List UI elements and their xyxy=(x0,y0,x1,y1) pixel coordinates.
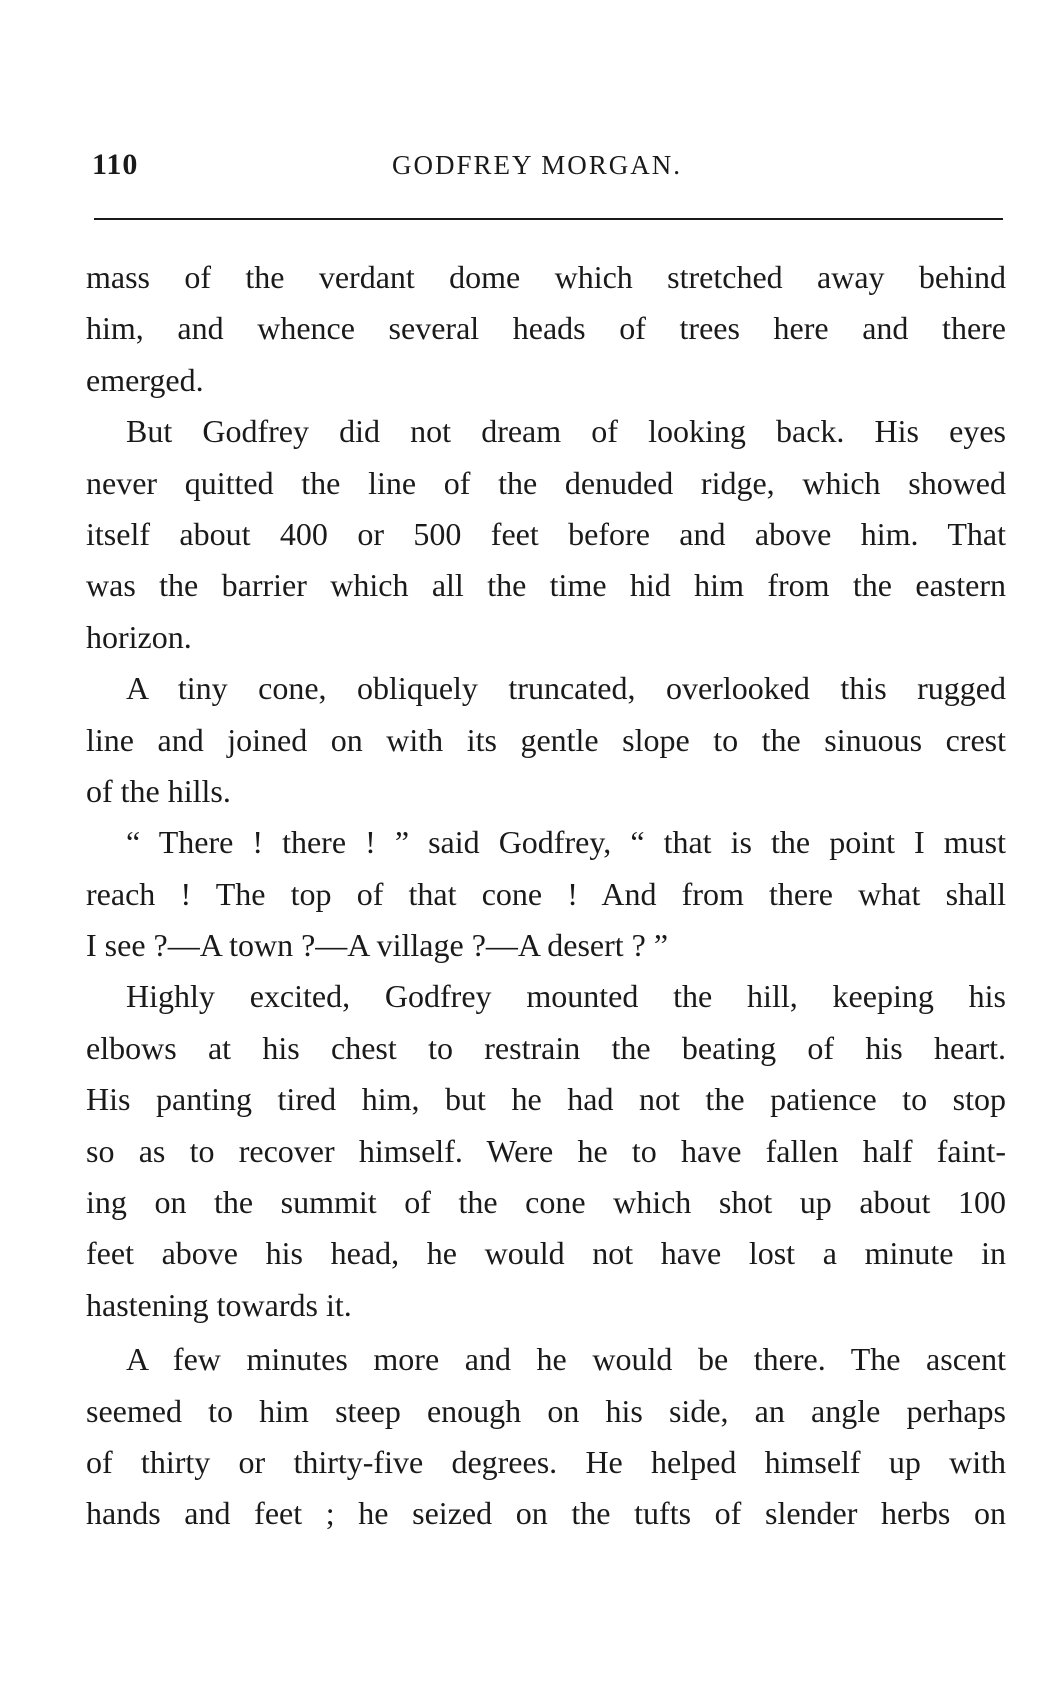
text-line: “ There ! there ! ” said Godfrey, “ that is the point I must xyxy=(126,824,1006,861)
header-rule xyxy=(94,218,1003,220)
text-line: itself about 400 or 500 feet before and above him. That xyxy=(86,515,1006,552)
text-line: of thirty or thirty-five degrees. He helped himself up with xyxy=(86,1443,1006,1480)
text-line: seemed to him steep enough on his side, an angle perhaps xyxy=(86,1392,1006,1429)
text-line: A tiny cone, obliquely truncated, overlooked this rugged xyxy=(126,670,1006,707)
text-line: horizon. xyxy=(86,618,192,655)
text-line: emerged. xyxy=(86,361,204,398)
text-line: feet above his head, he would not have lost a minute in xyxy=(86,1235,1006,1272)
text-line: Highly excited, Godfrey mounted the hill, keeping his xyxy=(126,978,1006,1015)
text-line: line and joined on with its gentle slope to the sinuous crest xyxy=(86,721,1006,758)
text-line: elbows at his chest to restrain the beating of his heart. xyxy=(86,1029,1006,1066)
text-line: him, and whence several heads of trees here and there xyxy=(86,310,1006,347)
text-line: hastening towards it. xyxy=(86,1286,352,1323)
text-line: of the hills. xyxy=(86,772,231,809)
text-line: never quitted the line of the denuded ridge, which showed xyxy=(86,464,1006,501)
page-number: 110 xyxy=(92,148,139,181)
text-line: ing on the summit of the cone which shot up about 100 xyxy=(86,1184,1006,1221)
text-line: hands and feet ; he seized on the tufts of slender herbs on xyxy=(86,1495,1006,1532)
text-line: His panting tired him, but he had not the patience to stop xyxy=(86,1081,1006,1118)
text-line: But Godfrey did not dream of looking back. His eyes xyxy=(126,413,1006,450)
text-line: reach ! The top of that cone ! And from there what shall xyxy=(86,875,1006,912)
text-line: mass of the verdant dome which stretched away behind xyxy=(86,259,1006,295)
text-line: was the barrier which all the time hid him from the eastern xyxy=(86,567,1006,604)
text-line: so as to recover himself. Were he to have fallen half faint- xyxy=(86,1132,1006,1169)
text-line: A few minutes more and he would be there. The ascent xyxy=(126,1341,1006,1378)
text-line: I see ?—A town ?—A village ?—A desert ? ” xyxy=(86,927,669,964)
running-title: GODFREY MORGAN. xyxy=(392,150,683,180)
body-text xyxy=(86,252,1006,1540)
running-head xyxy=(92,148,1005,188)
